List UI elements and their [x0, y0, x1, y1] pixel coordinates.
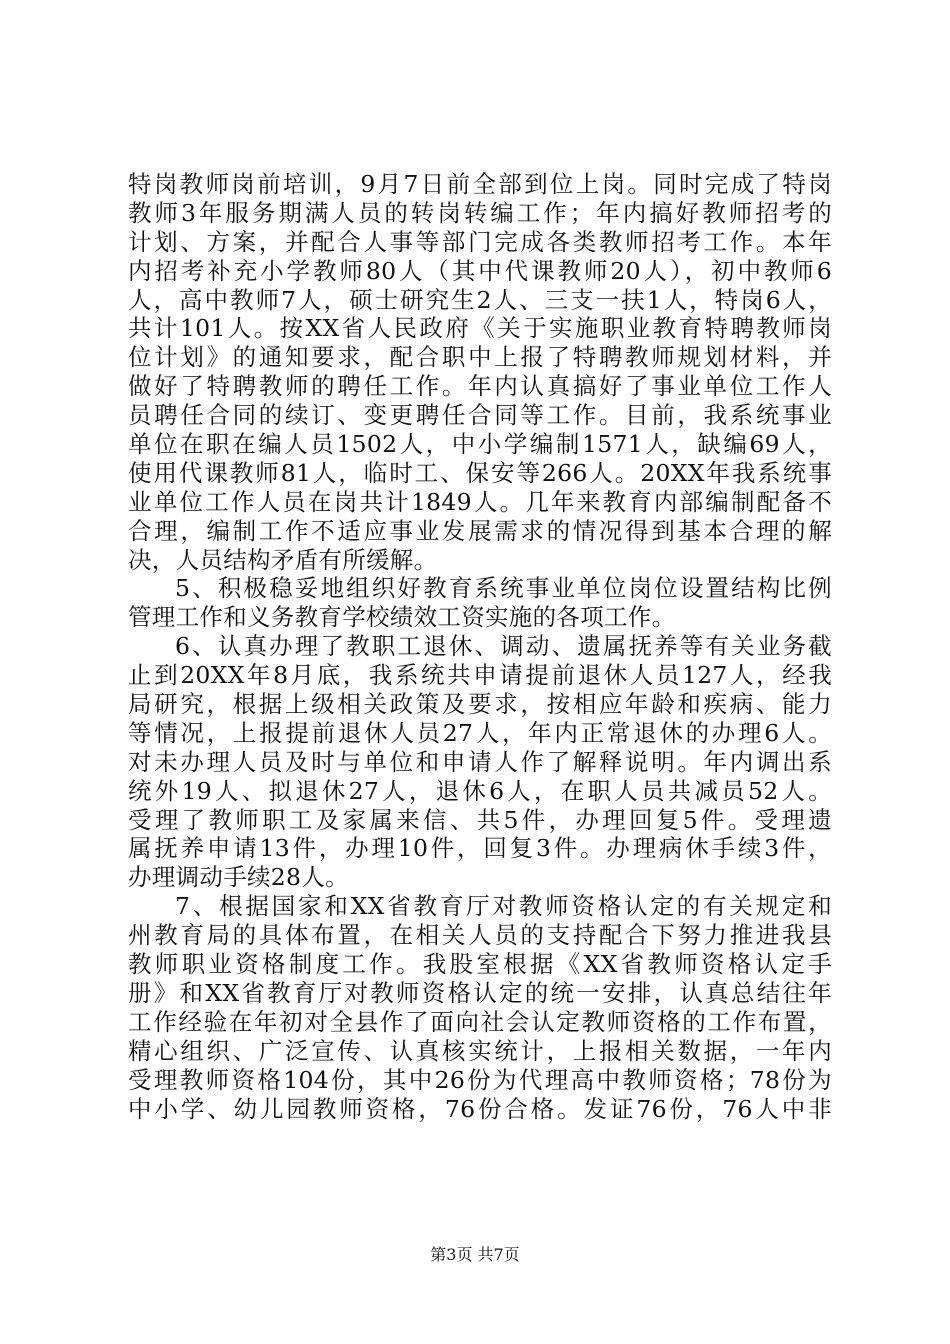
text-line: 7、根据国家和XX省教育厅对教师资格认定的有关规定和: [175, 892, 832, 921]
text-line: 管理工作和义务教育学校绩效工资实施的各项工作。: [128, 603, 676, 632]
paragraph-staffing: [128, 170, 832, 574]
text-line: 州教育局的具体布置，在相关人员的支持配合下努力推进我县: [128, 921, 832, 950]
text-line: 办理调动手续28人。: [128, 863, 349, 892]
text-line: 员聘任合同的续订、变更聘任合同等工作。目前，我系统事业: [128, 401, 832, 430]
text-line: 受理教师资格104份，其中26份为代理高中教师资格；78份为: [128, 1065, 832, 1094]
text-line: 等情况，上报提前退休人员27人，年内正常退休的办理6人。: [128, 718, 832, 747]
text-line: 计划、方案，并配合人事等部门完成各类教师招考工作。本年: [128, 227, 832, 256]
text-line: 对未办理人员及时与单位和申请人作了解释说明。年内调出系: [128, 747, 832, 776]
text-line: 使用代课教师81人，临时工、保安等266人。20XX年我系统事: [128, 458, 832, 487]
text-line: 单位在职在编人员1502人，中小学编制1571人，缺编69人，: [128, 430, 832, 459]
text-line: 统外19人、拟退休27人，退休6人，在职人员共减员52人。: [128, 776, 832, 805]
text-line: 合理，编制工作不适应事业发展需求的情况得到基本合理的解: [128, 516, 832, 545]
text-line: 教师职业资格制度工作。我股室根据《XX省教师资格认定手: [128, 950, 832, 979]
text-line: 中小学、幼儿园教师资格，76份合格。发证76份，76人中非: [128, 1094, 832, 1123]
paragraph-item-6: [128, 632, 832, 892]
text-line: 册》和XX省教育厅对教师资格认定的统一安排，认真总结往年: [128, 978, 832, 1007]
text-line: 工作经验在年初对全县作了面向社会认定教师资格的工作布置，: [128, 1007, 832, 1036]
text-line: 止到20XX年8月底，我系统共申请提前退休人员127人，经我: [128, 661, 832, 690]
text-line: 业单位工作人员在岗共计1849人。几年来教育内部编制配备不: [128, 487, 832, 516]
text-line: 6、认真办理了教职工退休、调动、遗属抚养等有关业务截: [175, 632, 832, 661]
text-line: 做好了特聘教师的聘任工作。年内认真搞好了事业单位工作人: [128, 372, 832, 401]
text-line: 内招考补充小学教师80人（其中代课教师20人），初中教师6: [128, 256, 832, 285]
text-line: 教师3年服务期满人员的转岗转编工作；年内搞好教师招考的: [128, 198, 832, 227]
text-line: 人，高中教师7人，硕士研究生2人、三支一扶1人，特岗6人，: [128, 285, 832, 314]
text-line: 局研究，根据上级相关政策及要求，按相应年龄和疾病、能力: [128, 690, 832, 719]
document-body: [128, 170, 832, 1123]
text-line: 受理了教师职工及家属来信、共5件，办理回复5件。受理遗: [128, 805, 832, 834]
text-line: 决，人员结构矛盾有所缓解。: [128, 545, 438, 574]
paragraph-item-5: [128, 574, 832, 632]
text-line: 特岗教师岗前培训，9月7日前全部到位上岗。同时完成了特岗: [128, 170, 832, 198]
text-line: 共计101人。按XX省人民政府《关于实施职业教育特聘教师岗: [128, 314, 832, 343]
text-line: 位计划》的通知要求，配合职中上报了特聘教师规划材料，并: [128, 343, 832, 372]
paragraph-item-7: [128, 892, 832, 1123]
text-line: 5、积极稳妥地组织好教育系统事业单位岗位设置结构比例: [175, 574, 832, 603]
text-line: 精心组织、广泛宣传、认真核实统计，上报相关数据，一年内: [128, 1036, 832, 1065]
text-line: 属抚养申请13件，办理10件，回复3件。办理病休手续3件，: [128, 834, 832, 863]
page-number-footer: 第3页 共7页: [430, 1245, 520, 1264]
